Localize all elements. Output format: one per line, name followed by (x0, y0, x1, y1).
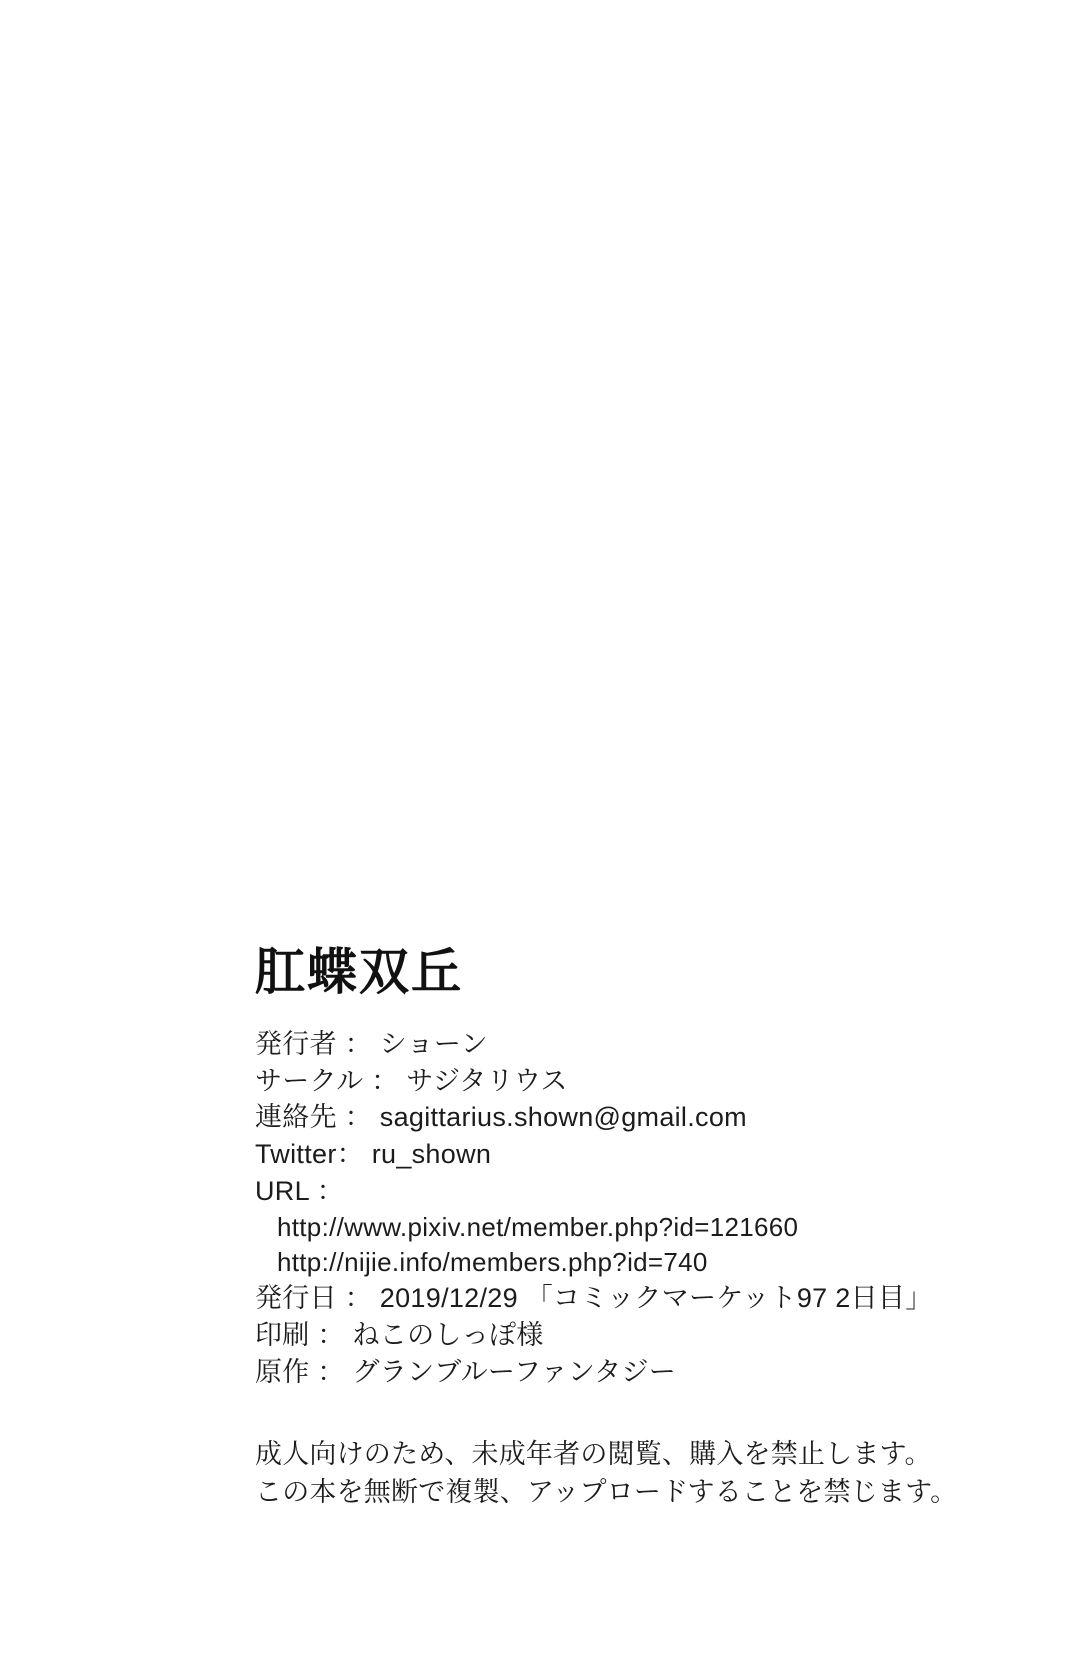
legal-notice (255, 1436, 1045, 1511)
notice-line: この本を無断で複製、アップロードすることを禁じます。 (255, 1476, 958, 1507)
list-item: Twitter： ru_shown (255, 1139, 492, 1170)
list-item: サークル ： サジタリウス (255, 1065, 568, 1096)
list-item: 発行者 ： ショーン (255, 1029, 488, 1059)
list-item: URL ： (255, 1175, 345, 1206)
colophon-info-list (255, 1026, 1045, 1390)
list-item: 印刷 ： ねこのしっぽ様 (255, 1320, 544, 1351)
list-item: 原作 ： グランブルーファンタジー (255, 1356, 677, 1387)
notice-line: 成人向けのため、未成年者の閲覧、購入を禁止します。 (255, 1439, 932, 1470)
list-item-url-pixiv: http://www.pixiv.net/member.php?id=121660 (277, 1211, 799, 1242)
page-title: 肛蝶双丘 (255, 944, 463, 1000)
list-item: 連絡先 ： sagittarius.shown@gmail.com (255, 1102, 747, 1133)
list-item-url-nijie: http://nijie.info/members.php?id=740 (277, 1246, 708, 1277)
list-item: 発行日 ： 2019/12/29 「コミックマーケット97 2日目」 (255, 1283, 933, 1314)
colophon-block (255, 945, 1045, 1511)
